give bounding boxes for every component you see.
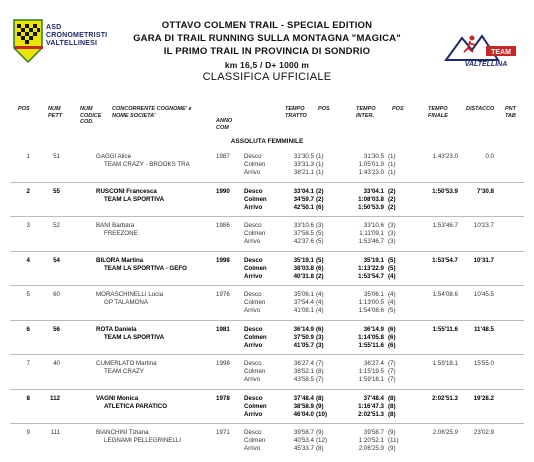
split-pos-tratto: (9) [316,402,324,410]
split-tempo-tratto: 38'52.1 [293,368,314,375]
row-year: 1986 [216,222,230,229]
split-tempo-tratto: 39'58.7 [293,429,314,436]
split-pos-inter: (5) [388,307,396,314]
row-distacco: 11'48.5 [473,325,494,333]
split-pos-inter: (1) [388,169,396,176]
row-tempo-finale: 2:06'25.9 [432,429,458,436]
split-pos-tratto: (4) [316,291,324,298]
row-distacco: 10'31.7 [473,256,494,264]
split-pos-inter: (1) [388,161,396,168]
row-pett: 40 [53,360,60,367]
split-pos-tratto: (12) [316,437,328,444]
logo-valtellina-text: VALTELLINA [464,61,508,68]
row-team: ATLETICA PARATICO [104,402,168,410]
header-tempo-tratto: TEMPO TRATTO [285,106,307,119]
row-pos: 9 [26,429,30,436]
split-checkpoint: Arrivo [244,341,263,349]
split-pos-tratto: (6) [316,203,324,211]
split-tempo-inter: 1:11'09.1 [359,230,384,237]
row-pett: 56 [53,325,60,333]
split-tempo-tratto: 38'21.1 [293,169,314,176]
split-pos-tratto: (4) [316,299,324,306]
split-checkpoint: Colmen [244,333,267,341]
split-pos-inter: (7) [388,376,396,383]
split-tempo-inter: 1:55'11.6 [358,341,384,349]
split-tempo-tratto: 38'58.9 [293,402,314,410]
split-checkpoint: Desco [244,394,263,402]
split-tempo-inter: 2:06'25.9 [358,445,384,452]
split-pos-inter: (8) [388,410,396,418]
row-tempo-finale: 1:55'11.6 [432,325,458,333]
split-checkpoint: Arrivo [244,376,261,383]
row-pos: 4 [26,256,30,264]
split-pos-inter: (7) [388,360,396,367]
split-checkpoint: Colmen [244,264,267,272]
split-pos-inter: (6) [388,325,396,333]
split-tempo-inter: 1:16'47.3 [358,402,384,410]
split-tempo-tratto: 41'08.1 [293,307,314,314]
header-pnt-tab: PNT TAB [505,106,516,119]
split-pos-inter: (2) [388,187,396,195]
row-pett: 51 [53,153,60,160]
row-athlete-name: BILORA Martina [96,256,144,264]
header-pos: POS [18,106,30,112]
row-tempo-finale: 1:59'18.1 [432,360,458,367]
row-divider [10,354,524,355]
split-tempo-tratto: 34'59.7 [293,195,314,203]
split-pos-inter: (8) [388,402,396,410]
row-tempo-finale: 1:50'53.9 [432,187,458,195]
split-checkpoint: Arrivo [244,445,261,452]
split-checkpoint: Desco [244,429,262,436]
row-divider [10,251,524,252]
row-distacco: 0.0 [485,153,494,160]
row-team: LEGNAMI PELLEGRINELLI [104,437,182,444]
split-pos-inter: (5) [388,264,396,272]
split-tempo-inter: 2:02'51.3 [358,410,384,418]
split-tempo-inter: 35'06.1 [363,291,384,298]
split-pos-inter: (1) [388,153,396,160]
split-pos-tratto: (4) [316,307,324,314]
split-pos-inter: (9) [388,429,396,436]
split-checkpoint: Arrivo [244,203,263,211]
split-tempo-tratto: 33'31.3 [293,161,314,168]
split-tempo-tratto: 42'50.1 [293,203,314,211]
split-tempo-inter: 36'14.9 [363,325,384,333]
header-concorrente: CONCORRENTE COGNOME' e NOME SOCIETA' [112,106,192,119]
row-tempo-finale: 1:43'23.0 [432,153,458,160]
row-year: 1990 [216,187,230,195]
row-athlete-name: BANI Barbara [96,222,135,229]
header-pos-tratto: POS [318,106,330,112]
split-tempo-tratto: 46'04.0 [293,410,314,418]
header-distacco: DISTACCO [466,106,495,112]
split-tempo-tratto: 35'19.1 [293,256,314,264]
logo-line-2: CRONOMETRISTI [46,32,108,39]
split-tempo-tratto: 43'58.5 [293,376,314,383]
split-tempo-inter: 35'19.1 [363,256,384,264]
split-pos-tratto: (1) [316,169,324,176]
split-checkpoint: Desco [244,153,262,160]
split-pos-inter: (3) [388,222,396,229]
header-pos-inter: POS [392,106,404,112]
row-distacco: 23'02.9 [473,429,494,436]
split-pos-inter: (6) [388,333,396,341]
row-pos: 3 [26,222,30,229]
row-pett: 111 [50,429,60,436]
row-year: 1971 [216,429,230,436]
split-pos-inter: (3) [388,238,396,245]
row-team: FREEZONE [104,230,138,237]
split-pos-tratto: (3) [316,222,324,229]
split-tempo-inter: 1:13'22.9 [358,264,384,272]
row-athlete-name: VAGNI Monica [96,394,139,402]
split-tempo-inter: 39'58.7 [363,429,384,436]
split-checkpoint: Desco [244,256,263,264]
split-tempo-inter: 37'48.4 [363,394,384,402]
split-pos-inter: (2) [388,195,396,203]
row-team: TEAM LA SPORTIVA [104,333,165,341]
split-checkpoint: Colmen [244,402,267,410]
row-team: GP TALAMONA [104,299,149,306]
row-pett: 55 [53,187,60,195]
split-pos-tratto: (6) [316,264,324,272]
split-pos-tratto: (10) [316,410,328,418]
row-pos: 6 [26,325,30,333]
row-pos: 2 [26,187,30,195]
split-tempo-inter: 1:15'19.5 [358,368,384,375]
row-year: 1978 [216,394,230,402]
row-pos: 8 [26,394,30,402]
split-checkpoint: Arrivo [244,307,261,314]
split-checkpoint: Desco [244,291,262,298]
split-tempo-inter: 1:14'05.8 [358,333,384,341]
split-tempo-tratto: 42'37.6 [293,238,314,245]
split-tempo-inter: 1:05'01.9 [358,161,384,168]
split-pos-inter: (3) [388,230,396,237]
split-checkpoint: Colmen [244,195,267,203]
split-tempo-inter: 1:53'46.7 [358,238,384,245]
split-checkpoint: Arrivo [244,410,263,418]
header-anno: ANNO COM [216,118,233,131]
split-tempo-tratto: 37'50.9 [293,333,314,341]
row-distacco: 19'28.2 [473,394,494,402]
row-year: 1981 [216,325,230,333]
split-pos-tratto: (7) [316,360,324,367]
split-tempo-inter: 1:13'00.5 [358,299,384,306]
split-tempo-inter: 36'27.4 [363,360,384,367]
row-tempo-finale: 2:02'51.3 [432,394,458,402]
split-tempo-tratto: 40'31.8 [293,272,314,280]
split-checkpoint: Desco [244,360,262,367]
split-checkpoint: Colmen [244,161,266,168]
logo-team-text: TEAM [491,49,511,56]
split-checkpoint: Colmen [244,368,266,375]
row-athlete-name: ROTA Daniela [96,325,137,333]
classification-title: CLASSIFICA UFFICIALE [202,71,332,83]
row-distacco: 15'55.0 [473,360,494,367]
row-tempo-finale: 1:53'54.7 [432,256,458,264]
split-pos-tratto: (2) [316,187,324,195]
split-tempo-tratto: 41'05.7 [293,341,314,349]
split-pos-tratto: (2) [316,195,324,203]
split-pos-tratto: (5) [316,238,324,245]
row-distacco: 7'30.8 [477,187,494,195]
row-pett: 60 [53,291,60,298]
row-team: TEAM LA SPORTIVA [104,195,165,203]
split-tempo-tratto: 37'48.4 [293,394,314,402]
split-tempo-tratto: 33'04.1 [293,187,314,195]
split-tempo-tratto: 40'53.4 [293,437,314,444]
split-tempo-inter: 33'04.1 [363,187,384,195]
split-tempo-inter: 1:53'54.7 [358,272,384,280]
split-tempo-inter: 1:20'52.1 [358,437,384,444]
split-checkpoint: Arrivo [244,272,263,280]
row-athlete-name: MORASCHINELLI Lucia [96,291,164,298]
row-athlete-name: BIANCHINI Tiziana [96,429,149,436]
row-divider [10,182,524,183]
split-pos-inter: (8) [388,394,396,402]
row-athlete-name: GAGGI Alice [96,153,132,160]
split-checkpoint: Desco [244,187,263,195]
split-tempo-tratto: 37'58.5 [293,230,314,237]
split-pos-tratto: (9) [316,429,324,436]
split-pos-tratto: (1) [316,153,324,160]
split-checkpoint: Desco [244,222,262,229]
row-pos: 1 [26,153,30,160]
row-pett: 112 [50,394,60,402]
split-pos-tratto: (1) [316,161,324,168]
row-team: TEAM CRAZY - BROOKS TRA [104,161,190,168]
race-title: OTTAVO COLMEN TRAIL - SPECIAL EDITION [161,20,373,31]
race-tagline: IL PRIMO TRAIL IN PROVINCIA DI SONDRIO [163,46,371,57]
row-team: TEAM LA SPORTIVA - GEFO [104,264,187,272]
row-year: 1976 [216,291,230,298]
header-num-codice: NUM CODICE COD. [80,106,102,125]
split-tempo-inter: 1:43'23.0 [358,169,384,176]
row-team: TEAM CRAZY [104,368,144,375]
split-pos-inter: (4) [388,291,396,298]
split-pos-inter: (11) [388,437,399,444]
split-checkpoint: Colmen [244,437,266,444]
row-year: 1998 [216,360,230,367]
section-title: ASSOLUTA FEMMINILE [230,138,304,145]
split-pos-tratto: (6) [316,325,324,333]
race-distance: km 16,5 / D+ 1000 m [224,60,310,70]
split-tempo-tratto: 36'14.9 [293,325,314,333]
split-pos-tratto: (5) [316,230,324,237]
split-tempo-tratto: 37'54.4 [293,299,314,306]
header-tempo-inter: TEMPO INTER. [356,106,376,119]
row-year: 1987 [216,153,230,160]
split-tempo-inter: 31'30.5 [363,153,384,160]
header-num-pett: NUM PETT [48,106,63,119]
row-divider [10,285,524,286]
split-pos-inter: (9) [388,445,396,452]
split-pos-inter: (5) [388,256,396,264]
split-checkpoint: Desco [244,325,263,333]
row-distacco: 10'45.5 [473,291,494,298]
row-divider [10,216,524,217]
split-tempo-inter: 1:59'18.1 [358,376,384,383]
split-tempo-inter: 1:08'03.8 [358,195,384,203]
split-tempo-tratto: 33'10.6 [293,222,314,229]
row-tempo-finale: 1:54'08.6 [432,291,458,298]
split-tempo-tratto: 35'06.1 [293,291,314,298]
split-checkpoint: Arrivo [244,238,261,245]
row-divider [10,389,524,390]
row-divider [10,423,524,424]
split-pos-tratto: (8) [316,368,324,375]
split-tempo-inter: 1:54'08.6 [358,307,384,314]
split-checkpoint: Arrivo [244,169,261,176]
split-tempo-inter: 33'10.6 [363,222,384,229]
row-athlete-name: CUMERLATO Martina [96,360,157,367]
race-subtitle: GARA DI TRAIL RUNNING SULLA MONTAGNA "MAGICA" [133,33,401,44]
row-athlete-name: RUSCONI Francesca [96,187,157,195]
split-pos-tratto: (8) [316,394,324,402]
split-pos-tratto: (8) [316,445,324,452]
split-pos-tratto: (5) [316,256,324,264]
row-tempo-finale: 1:53'46.7 [432,222,458,229]
row-divider [10,320,524,321]
split-pos-inter: (7) [388,368,396,375]
split-pos-tratto: (7) [316,376,324,383]
split-checkpoint: Colmen [244,299,266,306]
split-pos-inter: (2) [388,203,396,211]
row-pos: 5 [26,291,30,298]
split-tempo-tratto: 31'30.5 [293,153,314,160]
split-pos-tratto: (3) [316,341,324,349]
row-pett: 52 [53,222,60,229]
split-pos-inter: (4) [388,299,396,306]
split-tempo-tratto: 38'03.8 [293,264,314,272]
row-pos: 7 [26,360,30,367]
header-tempo-finale: TEMPO FINALE [428,106,448,119]
row-distacco: 10'23.7 [473,222,494,229]
split-tempo-inter: 1:50'53.9 [358,203,384,211]
logo-line-3: VALTELLINESI [46,40,98,47]
row-pett: 54 [53,256,60,264]
split-tempo-tratto: 36'27.4 [293,360,314,367]
split-tempo-tratto: 45'33.7 [293,445,314,452]
split-pos-inter: (6) [388,341,396,349]
split-pos-inter: (4) [388,272,396,280]
split-pos-tratto: (3) [316,333,324,341]
logo-line-1: ASD [46,24,62,31]
split-pos-tratto: (2) [316,272,324,280]
row-year: 1998 [216,256,230,264]
split-checkpoint: Colmen [244,230,266,237]
